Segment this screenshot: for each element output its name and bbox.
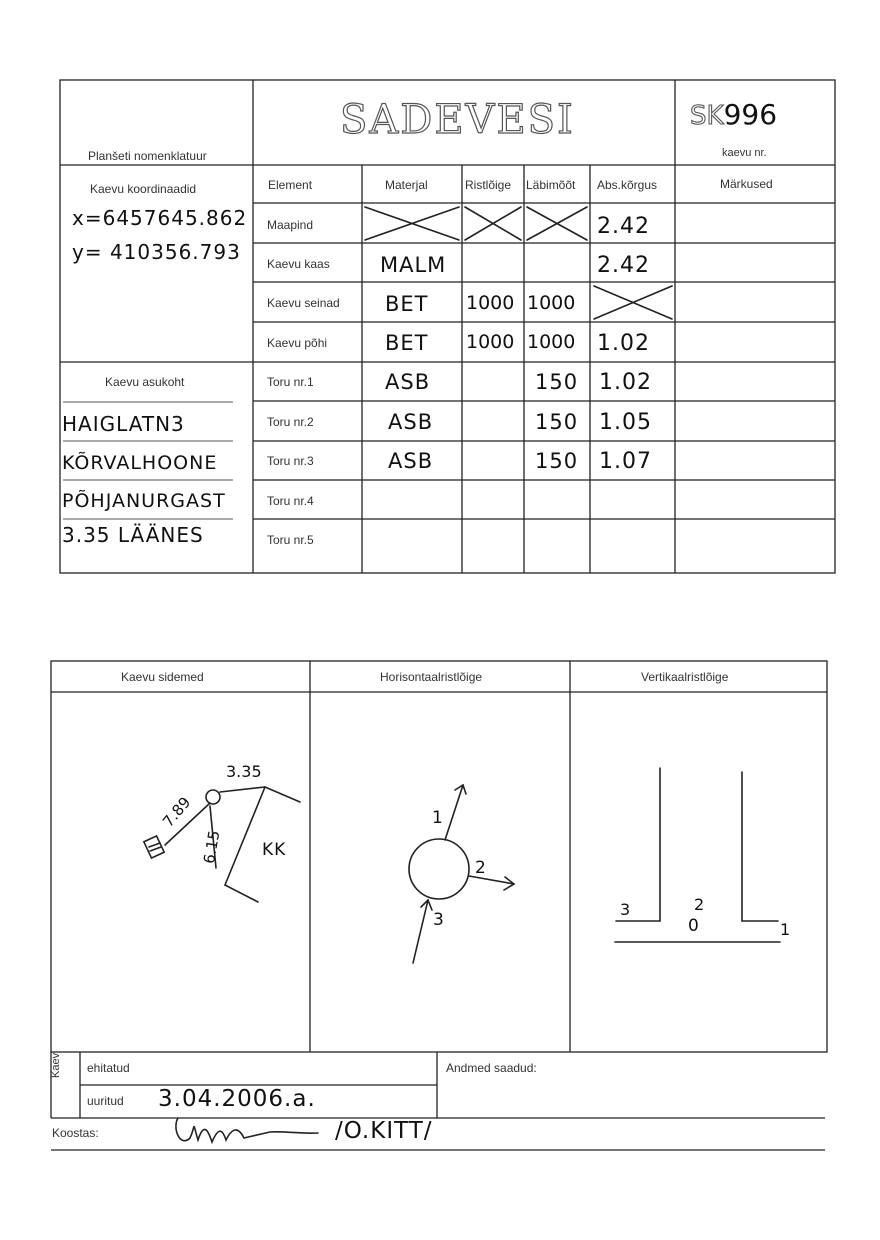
row-element: Toru nr.5 [267, 533, 314, 547]
pipe-2-label: 2 [475, 858, 487, 878]
location-line: PÕHJANURGAST [62, 490, 226, 512]
cell-height: 2.42 [597, 214, 650, 239]
cell-diameter: 1000 [527, 292, 576, 314]
location-line: KÕRVALHOONE [62, 452, 218, 474]
cell-material: ASB [388, 410, 434, 434]
form-title: SADEVESI [340, 97, 575, 143]
vertical-pipe-1-label: 1 [780, 920, 792, 939]
header-material: Materjal [385, 178, 428, 192]
surveyed-date: 3.04.2006.a. [158, 1086, 316, 1112]
built-label: ehitatud [87, 1061, 130, 1075]
pipe-1-label: 1 [432, 808, 444, 828]
row-element: Toru nr.3 [267, 454, 314, 468]
row-element: Maapind [267, 218, 314, 232]
header-cross-section: Ristlõige [465, 178, 512, 192]
row-element: Toru nr.2 [267, 415, 314, 429]
cell-diameter: 150 [535, 410, 579, 434]
sk-caption: kaevu nr. [722, 147, 767, 159]
compiler-name: /O.KITT/ [335, 1118, 433, 1144]
tie-distance-diag: 6.15 [199, 828, 224, 866]
cell-material: BET [385, 292, 429, 316]
coords-label: Kaevu koordinaadid [90, 182, 197, 196]
location-line: HAIGLATN3 [62, 412, 185, 436]
location-label: Kaevu asukoht [105, 375, 185, 389]
vertical-pipe-3-label: 3 [620, 900, 632, 919]
tie-kk-label: KK [262, 840, 287, 860]
header-diameter: Läbimõõt [526, 178, 576, 192]
horizontal-section-label: Horisontaalristlõige [380, 670, 483, 684]
sk-number-field [690, 98, 777, 131]
cell-cross: 1000 [466, 292, 515, 314]
tie-distance-left: 7.89 [159, 793, 195, 831]
coord-x: x=6457645.862 [72, 206, 248, 230]
location-line: 3.35 LÄÄNES [62, 523, 204, 547]
row-element: Toru nr.1 [267, 375, 314, 389]
cell-material: BET [385, 331, 429, 355]
ties-label: Kaevu sidemed [121, 670, 204, 684]
header-element: Element [268, 178, 313, 192]
sk-prefix: SK [690, 101, 724, 131]
surveyed-label: uuritud [87, 1094, 124, 1108]
header-notes: Märkused [720, 177, 773, 191]
signature-scribble [176, 1118, 318, 1142]
cell-material: ASB [385, 370, 431, 394]
cell-cross: 1000 [466, 331, 515, 353]
side-label: Kaev [50, 1052, 62, 1078]
data-received-label: Andmed saadud: [446, 1061, 537, 1075]
nomenclature-label: Planšeti nomenklatuur [88, 149, 207, 163]
row-element: Kaevu kaas [267, 257, 330, 271]
row-element: Kaevu seinad [267, 296, 340, 310]
cell-height: 1.07 [599, 449, 652, 474]
sk-number: 996 [723, 98, 778, 131]
coord-y: y= 410356.793 [72, 240, 241, 264]
cell-diameter: 150 [535, 449, 579, 473]
header-abs-height: Abs.kõrgus [597, 178, 658, 192]
vertical-zero-label: 0 [688, 916, 700, 936]
pipe-3-label: 3 [433, 910, 445, 930]
cell-material: ASB [388, 449, 434, 473]
horizontal-section-sketch [409, 785, 514, 963]
cell-height: 1.02 [597, 331, 650, 356]
row-element: Toru nr.4 [267, 494, 314, 508]
cell-material: MALM [380, 253, 447, 277]
vertical-section-label: Vertikaalristlõige [641, 670, 729, 684]
tie-distance-top: 3.35 [226, 762, 262, 781]
cell-height: 1.02 [599, 370, 652, 395]
cell-diameter: 150 [535, 370, 579, 394]
row-element: Kaevu põhi [267, 336, 328, 350]
cell-height: 1.05 [599, 410, 652, 435]
cell-height: 2.42 [597, 253, 650, 278]
vertical-pipe-2-label: 2 [694, 895, 706, 914]
cell-diameter: 1000 [527, 331, 576, 353]
compiled-label: Koostas: [52, 1126, 99, 1140]
